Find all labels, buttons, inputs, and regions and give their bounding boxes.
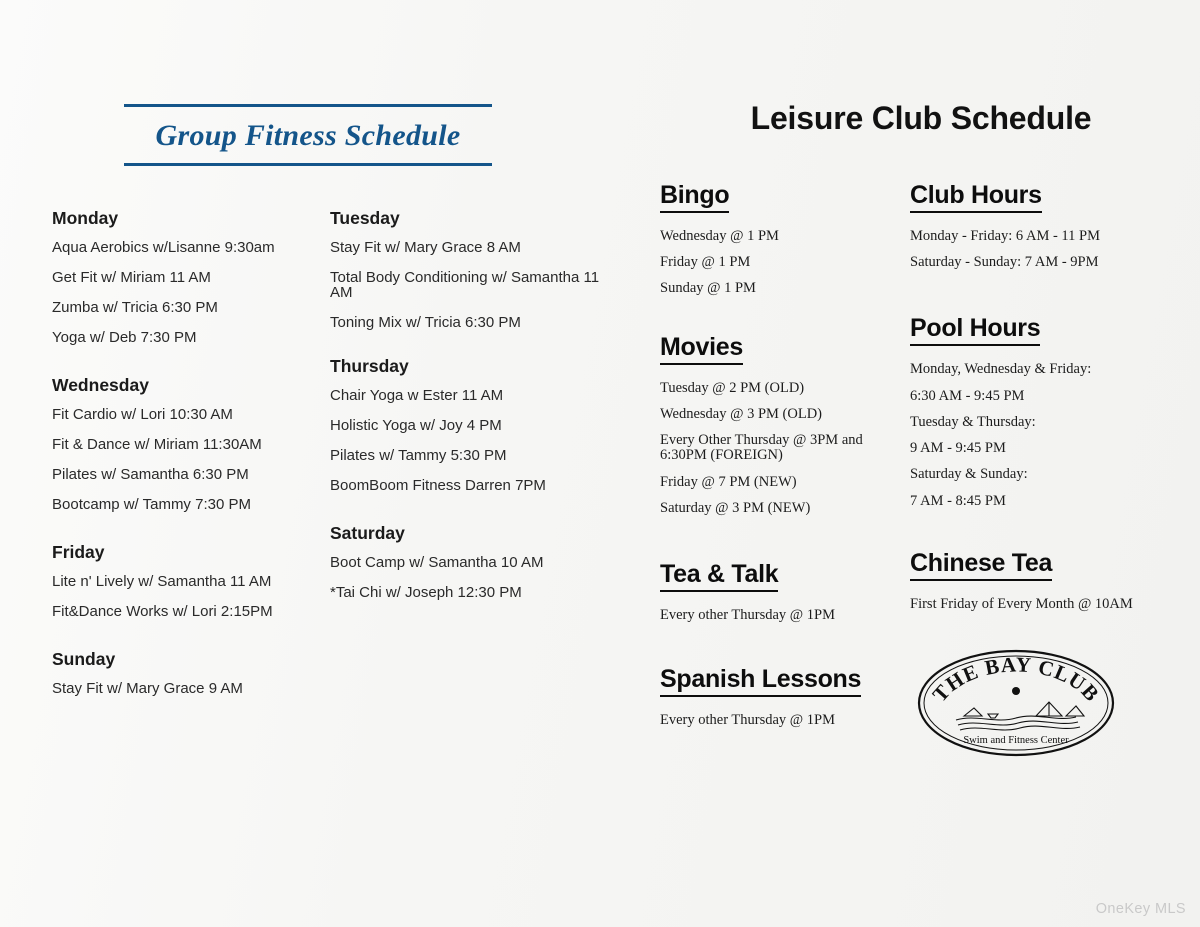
section-line: 6:30 AM - 9:45 PM bbox=[910, 387, 1025, 404]
class-item: Chair Yoga w Ester 11 AM bbox=[330, 387, 504, 404]
section-line: Every other Thursday @ 1PM bbox=[660, 606, 835, 623]
section-pool-hours bbox=[910, 314, 1160, 508]
section-spanish-lessons bbox=[660, 665, 910, 728]
section-movies bbox=[660, 333, 910, 516]
section-line: Every Other Thursday @ 3PM and 6:30PM (FOREIGN) bbox=[660, 432, 863, 464]
class-item: Get Fit w/ Miriam 11 AM bbox=[52, 269, 211, 286]
class-item: Aqua Aerobics w/Lisanne 9:30am bbox=[52, 239, 275, 256]
class-item: Pilates w/ Samantha 6:30 PM bbox=[52, 466, 249, 483]
day-block-tuesday bbox=[330, 208, 622, 330]
watermark: OneKey MLS bbox=[1095, 901, 1186, 917]
class-item: Bootcamp w/ Tammy 7:30 PM bbox=[52, 496, 251, 513]
class-item: Total Body Conditioning w/ Samantha 11 AM bbox=[330, 269, 600, 301]
section-line: Every other Thursday @ 1PM bbox=[660, 712, 835, 729]
group-fitness-column-left bbox=[52, 208, 330, 726]
day-name: Thursday bbox=[330, 356, 409, 376]
class-item: Toning Mix w/ Tricia 6:30 PM bbox=[330, 314, 521, 331]
section-line: Tuesday & Thursday: bbox=[910, 413, 1036, 430]
section-line: Saturday & Sunday: bbox=[910, 466, 1028, 483]
day-name: Friday bbox=[52, 542, 105, 562]
section-bingo bbox=[660, 181, 910, 297]
section-line: Friday @ 7 PM (NEW) bbox=[660, 473, 797, 490]
class-item: Boot Camp w/ Samantha 10 AM bbox=[330, 554, 544, 571]
class-item: Lite n' Lively w/ Samantha 11 AM bbox=[52, 573, 272, 590]
section-line: Tuesday @ 2 PM (OLD) bbox=[660, 379, 805, 396]
section-heading: Spanish Lessons bbox=[660, 665, 861, 697]
day-block-sunday bbox=[52, 649, 330, 696]
section-club-hours bbox=[910, 181, 1160, 270]
section-line: Wednesday @ 3 PM (OLD) bbox=[660, 405, 822, 422]
day-name: Wednesday bbox=[52, 375, 149, 395]
group-fitness-title-banner bbox=[124, 104, 492, 166]
section-line: Friday @ 1 PM bbox=[660, 254, 751, 271]
group-fitness-columns bbox=[52, 208, 622, 726]
section-line: Saturday - Sunday: 7 AM - 9PM bbox=[910, 254, 1099, 271]
section-heading: Club Hours bbox=[910, 181, 1042, 213]
section-heading: Bingo bbox=[660, 181, 729, 213]
section-line: Monday - Friday: 6 AM - 11 PM bbox=[910, 228, 1100, 244]
class-item: Yoga w/ Deb 7:30 PM bbox=[52, 329, 197, 346]
bay-club-logo bbox=[916, 642, 1160, 769]
leisure-club-title: Leisure Club Schedule bbox=[750, 100, 1092, 136]
section-heading: Chinese Tea bbox=[910, 549, 1052, 581]
class-item: *Tai Chi w/ Joseph 12:30 PM bbox=[330, 584, 522, 601]
day-block-monday bbox=[52, 208, 330, 345]
section-heading: Movies bbox=[660, 333, 743, 365]
class-item: BoomBoom Fitness Darren 7PM bbox=[330, 477, 546, 494]
leisure-club-column-left bbox=[660, 181, 910, 769]
section-heading: Pool Hours bbox=[910, 314, 1040, 346]
day-name: Monday bbox=[52, 208, 119, 228]
class-item: Holistic Yoga w/ Joy 4 PM bbox=[330, 417, 502, 434]
group-fitness-title: Group Fitness Schedule bbox=[155, 119, 461, 152]
class-item: Pilates w/ Tammy 5:30 PM bbox=[330, 447, 507, 464]
class-item: Fit&Dance Works w/ Lori 2:15PM bbox=[52, 603, 273, 620]
day-block-wednesday bbox=[52, 375, 330, 512]
class-item: Zumba w/ Tricia 6:30 PM bbox=[52, 299, 218, 316]
day-block-thursday bbox=[330, 356, 622, 493]
bay-club-logo-icon bbox=[916, 642, 1116, 764]
group-fitness-panel bbox=[52, 104, 622, 726]
section-line: First Friday of Every Month @ 10AM bbox=[910, 595, 1133, 612]
section-line: 9 AM - 9:45 PM bbox=[910, 440, 1006, 457]
class-item: Fit & Dance w/ Miriam 11:30AM bbox=[52, 436, 262, 453]
class-item: Stay Fit w/ Mary Grace 8 AM bbox=[330, 239, 521, 256]
section-line: Sunday @ 1 PM bbox=[660, 280, 756, 297]
section-line: Monday, Wednesday & Friday: bbox=[910, 361, 1092, 378]
day-name: Saturday bbox=[330, 523, 405, 543]
day-block-saturday bbox=[330, 523, 622, 600]
section-line: 7 AM - 8:45 PM bbox=[910, 492, 1006, 509]
day-name: Tuesday bbox=[330, 208, 400, 228]
logo-tagline: Swim and Fitness Center bbox=[963, 734, 1069, 746]
section-chinese-tea bbox=[910, 549, 1160, 612]
section-heading: Tea & Talk bbox=[660, 560, 778, 592]
day-block-friday bbox=[52, 542, 330, 619]
leisure-club-columns bbox=[660, 181, 1160, 769]
section-line: Saturday @ 3 PM (NEW) bbox=[660, 499, 811, 516]
day-name: Sunday bbox=[52, 649, 116, 669]
logo-name: THE BAY CLUB bbox=[927, 652, 1105, 707]
section-line: Wednesday @ 1 PM bbox=[660, 228, 779, 244]
svg-text:THE BAY CLUB bbox=[928, 652, 1105, 706]
class-item: Stay Fit w/ Mary Grace 9 AM bbox=[52, 680, 243, 697]
leisure-club-column-right bbox=[910, 181, 1160, 769]
section-tea-and-talk bbox=[660, 560, 910, 623]
group-fitness-column-right bbox=[330, 208, 622, 726]
leisure-club-panel bbox=[660, 100, 1160, 769]
class-item: Fit Cardio w/ Lori 10:30 AM bbox=[52, 406, 233, 423]
